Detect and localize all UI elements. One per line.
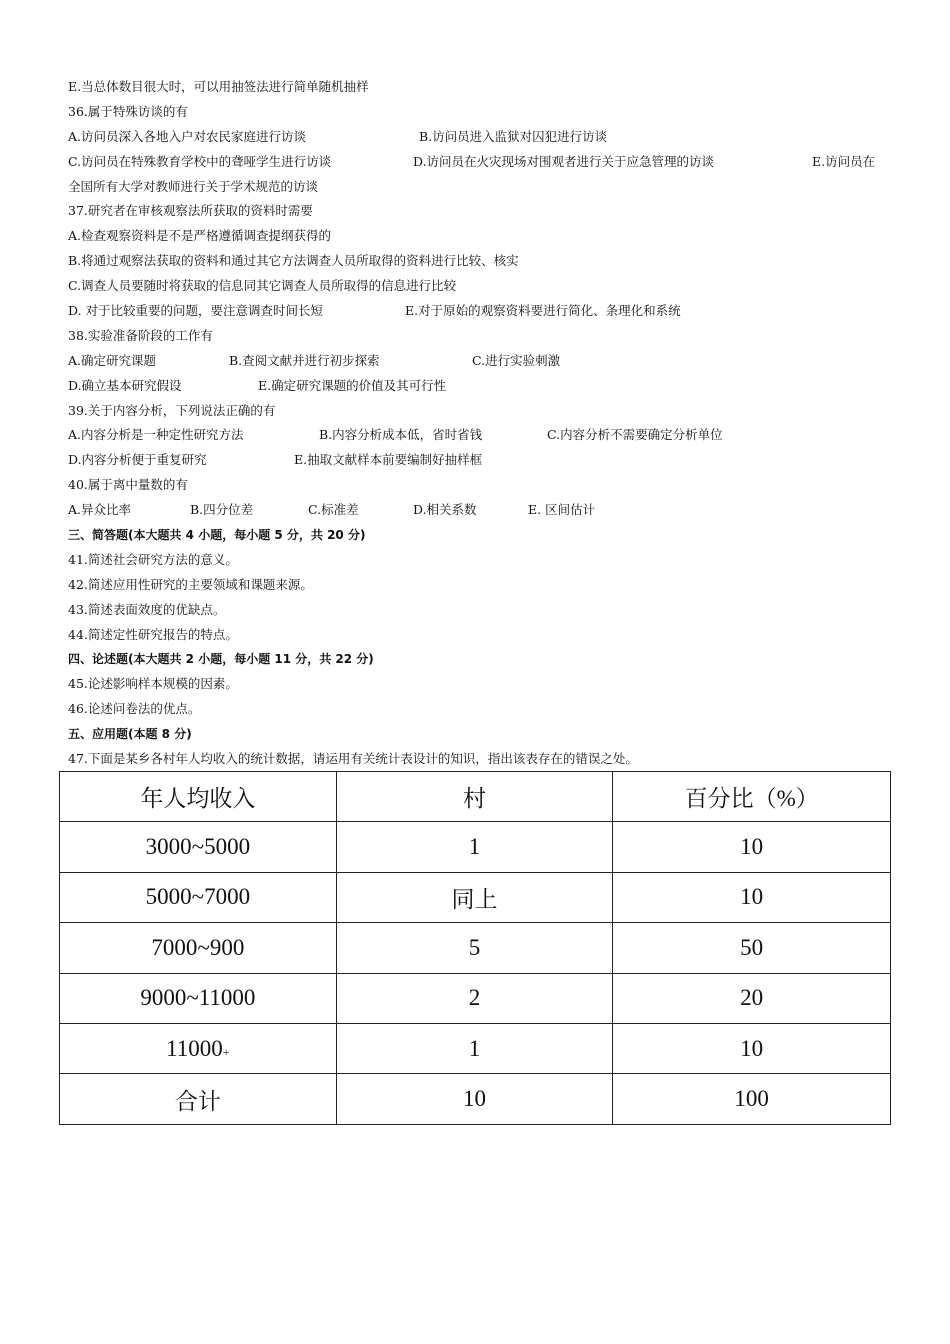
question-39: [68, 399, 898, 424]
table-header-row: [60, 772, 891, 822]
table-cell: 10: [613, 872, 891, 922]
option-c: C.进行实验刺激: [472, 352, 561, 368]
table-cell: 100: [613, 1074, 891, 1124]
question-43: [68, 598, 898, 623]
option-d: D.内容分析便于重复研究: [68, 452, 207, 468]
question-stem: 47.下面是某乡各村年人均收入的统计数据，请运用有关统计表设计的知识，指出该表存在的错误之处。: [68, 751, 638, 767]
question-stem: 43.简述表面效度的优缺点。: [68, 601, 226, 617]
option-a: A.异众比率: [68, 502, 132, 518]
option-continuation: [68, 175, 898, 200]
cell-value: 11000: [166, 1035, 223, 1061]
option-e: E.访问员在: [812, 153, 876, 169]
table-cell: 7000~900: [60, 923, 337, 973]
option-line: [68, 224, 898, 249]
question-40: [68, 473, 898, 498]
question-stem: 44.简述定性研究报告的特点。: [68, 626, 238, 642]
option-b: B.四分位差: [190, 502, 254, 518]
option-line: [68, 274, 898, 299]
option-line: [68, 448, 898, 473]
option-line: [68, 423, 898, 448]
option-e: E.抽取文献样本前要编制好抽样框: [294, 452, 483, 468]
question-stem: 46.论述问卷法的优点。: [68, 701, 201, 717]
column-header: 年人均收入: [60, 772, 337, 822]
option-line: [68, 498, 898, 523]
section-title: 四、论述题(本大题共 2 小题，每小题 11 分，共 22 分): [68, 652, 374, 667]
question-stem: 40.属于离中量数的有: [68, 477, 188, 493]
exam-page: [68, 75, 898, 772]
option-b: B.内容分析成本低，省时省钱: [319, 427, 483, 443]
table-cell: 合计: [60, 1074, 337, 1124]
option-line: [68, 150, 898, 175]
column-header: 百分比（%）: [613, 772, 891, 822]
question-38: [68, 324, 898, 349]
table-cell: 10: [336, 1074, 613, 1124]
question-stem: 41.简述社会研究方法的意义。: [68, 551, 238, 567]
option-c: C.标准差: [308, 502, 359, 518]
option-a: A.确定研究课题: [68, 352, 157, 368]
table-cell: 10: [613, 1023, 891, 1073]
text-line: [68, 75, 898, 100]
table-row: [60, 1023, 891, 1073]
income-statistics-table: [59, 771, 891, 1125]
question-46: [68, 697, 898, 722]
option-a: A.检查观察资料是不是严格遵循调查提纲获得的: [68, 228, 332, 244]
table-cell: 50: [613, 923, 891, 973]
section-title: 三、简答题(本大题共 4 小题，每小题 5 分，共 20 分): [68, 528, 366, 543]
table-cell: 20: [613, 973, 891, 1023]
table-cell: 5: [336, 923, 613, 973]
question-stem: 39.关于内容分析，下列说法正确的有: [68, 402, 276, 418]
option-e: E.对于原始的观察资料要进行简化、条理化和系统: [405, 303, 681, 319]
plus-suffix: +: [222, 1044, 230, 1059]
question-stem: 38.实验准备阶段的工作有: [68, 327, 213, 343]
question-stem: 37.研究者在审核观察法所获取的资料时需要: [68, 203, 313, 219]
question-42: [68, 573, 898, 598]
question-36: [68, 100, 898, 125]
option-a: A.访问员深入各地入户对农民家庭进行访谈: [68, 128, 307, 144]
option-line: [68, 349, 898, 374]
option-d: D.访问员在火灾现场对围观者进行关于应急管理的访谈: [413, 153, 715, 169]
section-heading: [68, 647, 898, 672]
table-row: [60, 923, 891, 973]
table-cell: 10: [613, 822, 891, 872]
question-41: [68, 548, 898, 573]
question-stem: 36.属于特殊访谈的有: [68, 103, 188, 119]
option-c: C.访问员在特殊教育学校中的聋哑学生进行访谈: [68, 153, 332, 169]
option-e: E.确定研究课题的价值及其可行性: [258, 377, 447, 393]
table-cell: 2: [336, 973, 613, 1023]
text-segment: 全国所有大学对教师进行关于学术规范的访谈: [68, 178, 319, 194]
table-total-row: [60, 1074, 891, 1124]
option-d: D.确立基本研究假设: [68, 377, 182, 393]
column-header: 村: [336, 772, 613, 822]
table-cell: 1: [336, 1023, 613, 1073]
option-c: C.内容分析不需要确定分析单位: [547, 427, 723, 443]
option-line: [68, 374, 898, 399]
text-segment: E.当总体数目很大时，可以用抽签法进行简单随机抽样: [68, 79, 369, 94]
option-line: [68, 249, 898, 274]
option-b: B.将通过观察法获取的资料和通过其它方法调查人员所取得的资料进行比较、核实: [68, 253, 519, 269]
option-d: D.相关系数: [413, 502, 477, 518]
option-b: B.查阅文献并进行初步探索: [229, 352, 380, 368]
table-row: [60, 973, 891, 1023]
table-cell: [60, 1023, 337, 1073]
question-37: [68, 199, 898, 224]
option-line: [68, 299, 898, 324]
question-stem: 42.简述应用性研究的主要领域和课题来源。: [68, 576, 313, 592]
question-47: [68, 747, 898, 772]
section-heading: [68, 722, 898, 747]
table-cell: 1: [336, 822, 613, 872]
table-cell: 同上: [336, 872, 613, 922]
section-heading: [68, 523, 898, 548]
question-45: [68, 672, 898, 697]
section-title: 五、应用题(本题 8 分): [68, 727, 192, 742]
question-44: [68, 623, 898, 648]
option-e: E. 区间估计: [528, 502, 596, 518]
table-row: [60, 822, 891, 872]
option-line: [68, 125, 898, 150]
table-cell: 3000~5000: [60, 822, 337, 872]
question-stem: 45.论述影响样本规模的因素。: [68, 676, 238, 692]
option-c: C.调查人员要随时将获取的信息同其它调查人员所取得的信息进行比较: [68, 278, 457, 294]
table-cell: 5000~7000: [60, 872, 337, 922]
option-b: B.访问员进入监狱对囚犯进行访谈: [419, 128, 608, 144]
table-cell: 9000~11000: [60, 973, 337, 1023]
table-row: [60, 872, 891, 922]
option-d: D. 对于比较重要的问题，要注意调查时间长短: [68, 303, 324, 319]
option-a: A.内容分析是一种定性研究方法: [68, 427, 244, 443]
